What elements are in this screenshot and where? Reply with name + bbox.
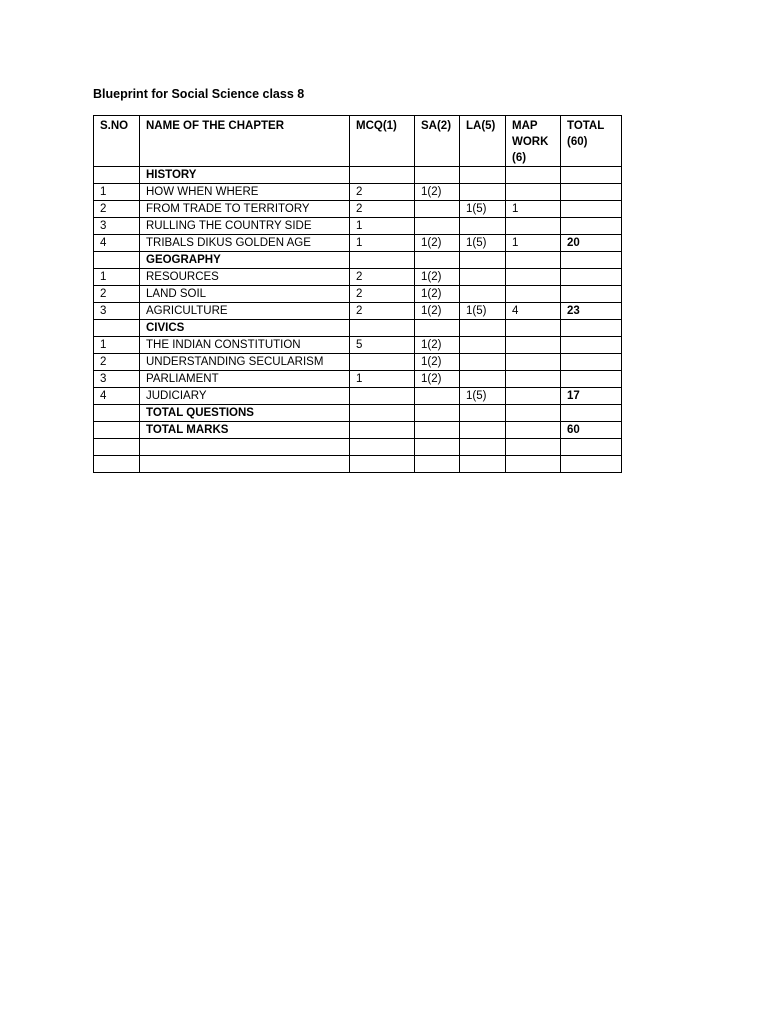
cell-sno: 3 (94, 371, 140, 388)
cell-la (460, 252, 506, 269)
cell-chapter-name: HISTORY (140, 167, 350, 184)
cell-sa (415, 252, 460, 269)
cell-sno (94, 405, 140, 422)
cell-chapter-name: JUDICIARY (140, 388, 350, 405)
cell-sno (94, 439, 140, 456)
cell-total (561, 252, 622, 269)
cell-sa (415, 201, 460, 218)
cell-chapter-name: FROM TRADE TO TERRITORY (140, 201, 350, 218)
table-row (94, 201, 622, 218)
cell-map-work (506, 422, 561, 439)
cell-mcq: 5 (350, 337, 415, 354)
cell-sa (415, 167, 460, 184)
cell-sno (94, 456, 140, 473)
header-total: TOTAL (60) (561, 116, 622, 167)
cell-mcq (350, 456, 415, 473)
cell-la (460, 354, 506, 371)
header-la: LA(5) (460, 116, 506, 167)
cell-mcq: 2 (350, 201, 415, 218)
table-row (94, 167, 622, 184)
table-row (94, 303, 622, 320)
cell-la: 1(5) (460, 201, 506, 218)
cell-total (561, 320, 622, 337)
cell-mcq: 2 (350, 184, 415, 201)
cell-chapter-name: TRIBALS DIKUS GOLDEN AGE (140, 235, 350, 252)
cell-map-work (506, 286, 561, 303)
cell-mcq: 2 (350, 303, 415, 320)
cell-sa: 1(2) (415, 184, 460, 201)
cell-sno (94, 320, 140, 337)
cell-sa (415, 388, 460, 405)
cell-mcq (350, 405, 415, 422)
cell-la (460, 269, 506, 286)
cell-la (460, 167, 506, 184)
table-row (94, 235, 622, 252)
cell-total (561, 456, 622, 473)
table-row (94, 218, 622, 235)
cell-mcq (350, 320, 415, 337)
cell-total (561, 269, 622, 286)
cell-sa (415, 422, 460, 439)
table-row (94, 388, 622, 405)
table-row (94, 371, 622, 388)
cell-la (460, 218, 506, 235)
header-mcq: MCQ(1) (350, 116, 415, 167)
cell-total (561, 337, 622, 354)
cell-mcq (350, 439, 415, 456)
cell-mcq: 1 (350, 371, 415, 388)
table-row (94, 320, 622, 337)
cell-sno: 3 (94, 303, 140, 320)
cell-sno: 2 (94, 354, 140, 371)
cell-total (561, 167, 622, 184)
cell-map-work (506, 405, 561, 422)
cell-total: 60 (561, 422, 622, 439)
cell-total (561, 405, 622, 422)
cell-sa (415, 218, 460, 235)
table-row (94, 422, 622, 439)
cell-map-work (506, 337, 561, 354)
cell-chapter-name: RULLING THE COUNTRY SIDE (140, 218, 350, 235)
cell-mcq (350, 252, 415, 269)
table-row (94, 286, 622, 303)
cell-total: 20 (561, 235, 622, 252)
cell-sno: 4 (94, 235, 140, 252)
cell-sno: 1 (94, 337, 140, 354)
cell-sa (415, 320, 460, 337)
table-row (94, 252, 622, 269)
cell-sno (94, 422, 140, 439)
table-header-row (94, 116, 622, 167)
cell-map-work (506, 218, 561, 235)
cell-la (460, 371, 506, 388)
cell-la (460, 405, 506, 422)
cell-map-work (506, 269, 561, 286)
cell-sa: 1(2) (415, 337, 460, 354)
cell-mcq (350, 422, 415, 439)
cell-chapter-name: LAND SOIL (140, 286, 350, 303)
cell-sno: 1 (94, 184, 140, 201)
cell-la (460, 184, 506, 201)
document-title: Blueprint for Social Science class 8 (93, 87, 305, 101)
cell-sa: 1(2) (415, 354, 460, 371)
cell-la: 1(5) (460, 388, 506, 405)
cell-total (561, 354, 622, 371)
table-row (94, 269, 622, 286)
cell-mcq: 1 (350, 218, 415, 235)
cell-total (561, 286, 622, 303)
cell-total (561, 184, 622, 201)
cell-map-work (506, 354, 561, 371)
table-row (94, 456, 622, 473)
cell-sa: 1(2) (415, 303, 460, 320)
cell-total (561, 371, 622, 388)
cell-mcq (350, 167, 415, 184)
cell-la (460, 286, 506, 303)
cell-chapter-name: GEOGRAPHY (140, 252, 350, 269)
cell-mcq: 2 (350, 286, 415, 303)
cell-chapter-name: UNDERSTANDING SECULARISM (140, 354, 350, 371)
cell-sa (415, 439, 460, 456)
cell-map-work (506, 320, 561, 337)
header-map-work: MAP WORK (6) (506, 116, 561, 167)
cell-la: 1(5) (460, 235, 506, 252)
cell-mcq: 1 (350, 235, 415, 252)
cell-map-work (506, 167, 561, 184)
cell-chapter-name: PARLIAMENT (140, 371, 350, 388)
cell-total: 23 (561, 303, 622, 320)
cell-la (460, 422, 506, 439)
cell-map-work (506, 371, 561, 388)
cell-total (561, 439, 622, 456)
header-chapter-name: NAME OF THE CHAPTER (140, 116, 350, 167)
cell-sno: 1 (94, 269, 140, 286)
cell-sno: 3 (94, 218, 140, 235)
cell-map-work (506, 388, 561, 405)
cell-la (460, 456, 506, 473)
cell-sno: 2 (94, 286, 140, 303)
cell-sa (415, 456, 460, 473)
cell-mcq (350, 354, 415, 371)
cell-sa: 1(2) (415, 269, 460, 286)
cell-map-work (506, 439, 561, 456)
cell-mcq (350, 388, 415, 405)
cell-map-work: 1 (506, 235, 561, 252)
cell-sno (94, 167, 140, 184)
cell-sno: 4 (94, 388, 140, 405)
cell-total: 17 (561, 388, 622, 405)
cell-chapter-name: HOW WHEN WHERE (140, 184, 350, 201)
table-row (94, 439, 622, 456)
cell-chapter-name (140, 439, 350, 456)
cell-la (460, 439, 506, 456)
cell-sa: 1(2) (415, 371, 460, 388)
cell-map-work: 4 (506, 303, 561, 320)
cell-map-work (506, 184, 561, 201)
cell-chapter-name: TOTAL QUESTIONS (140, 405, 350, 422)
cell-chapter-name: THE INDIAN CONSTITUTION (140, 337, 350, 354)
cell-la (460, 337, 506, 354)
cell-chapter-name: TOTAL MARKS (140, 422, 350, 439)
cell-chapter-name: AGRICULTURE (140, 303, 350, 320)
cell-la: 1(5) (460, 303, 506, 320)
table-row (94, 337, 622, 354)
cell-sa (415, 405, 460, 422)
table-row (94, 405, 622, 422)
cell-total (561, 201, 622, 218)
cell-map-work (506, 456, 561, 473)
cell-chapter-name (140, 456, 350, 473)
table-row (94, 184, 622, 201)
cell-mcq: 2 (350, 269, 415, 286)
cell-chapter-name: CIVICS (140, 320, 350, 337)
cell-map-work (506, 252, 561, 269)
cell-chapter-name: RESOURCES (140, 269, 350, 286)
cell-la (460, 320, 506, 337)
blueprint-table (93, 115, 622, 473)
header-sa: SA(2) (415, 116, 460, 167)
cell-sno: 2 (94, 201, 140, 218)
cell-sa: 1(2) (415, 235, 460, 252)
header-sno: S.NO (94, 116, 140, 167)
cell-sno (94, 252, 140, 269)
table-row (94, 354, 622, 371)
cell-total (561, 218, 622, 235)
cell-sa: 1(2) (415, 286, 460, 303)
cell-map-work: 1 (506, 201, 561, 218)
